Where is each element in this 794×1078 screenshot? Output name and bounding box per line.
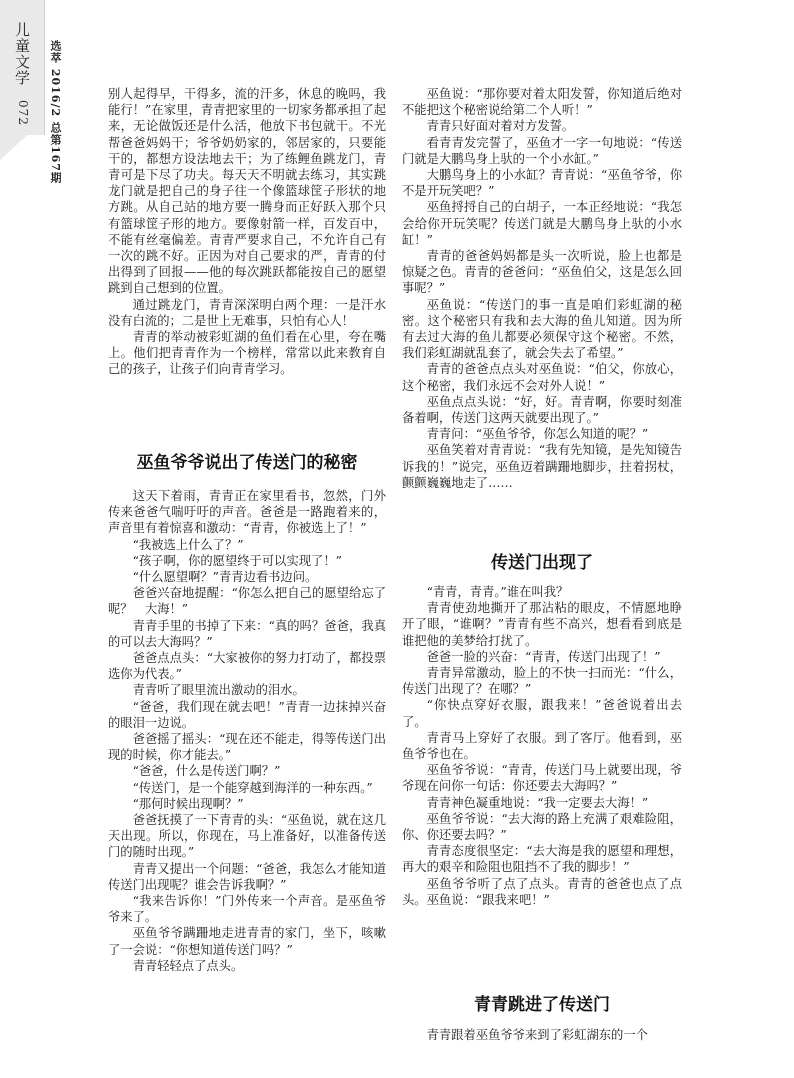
section-heading-portal-appears: 传送门出现了 (491, 553, 593, 573)
paragraph: 青青问：“巫鱼爷爷，你怎么知道的呢？” (426, 427, 649, 442)
paragraph: 青青跟着巫鱼爷爷来到了彩虹湖东的一个 (426, 1028, 648, 1042)
paragraph: 爸爸点点头：“大家被你的努力打动了，都投票选你为代表。” (108, 651, 386, 682)
right-text-top (402, 86, 682, 491)
paragraph: 巫鱼说：“那你要对着太阳发誓，你知道后绝对不能把这个秘密说给第二个人听！” (402, 87, 682, 118)
section-heading-jump-portal: 青青跳进了传送门 (474, 995, 610, 1015)
paragraph: “什么愿望啊？”青青边看书边问。 (132, 570, 318, 585)
paragraph: 巫鱼爷爷蹒跚地走进青青的家门，坐下，咳嗽了一会说：“你想知道传送门吗？” (108, 926, 386, 957)
paragraph: 青青又提出一个问题：“爸爸，我怎么才能知道传送门出现呢？谁会告诉我啊？” (108, 861, 386, 892)
paragraph: 通过跳龙门，青青深深明白两个理：一是汗水没有白流的；二是世上无难事，只怕有心人！ (108, 297, 386, 328)
paragraph: 这天下着雨，青青正在家里看书，忽然，门外传来爸爸气喘吁吁的声音。爸爸是一路跑着来的，声音里有着惊喜和激动：“青青，你被选上了！” (108, 489, 386, 536)
paragraph: 青青手里的书掉了下来：“真的吗？爸爸，我真的可以去大海吗？” (108, 618, 386, 649)
paragraph: 爸爸兴奋地提醒：“你怎么把自己的愿望给忘了呢？ 大海！” (108, 586, 386, 617)
paragraph: 巫鱼点点头说：“好，好。青青啊，你要时刻准备着啊，传送门这两天就要出现了。” (402, 394, 682, 426)
paragraph: 巫鱼捋捋自己的白胡子，一本正经地说：“我怎会给你开玩笑呢？传送门就是大鹏鸟身上驮的小水缸！” (402, 200, 682, 247)
right-text-bottom (402, 1027, 682, 1043)
paragraph: 爸爸抚摸了一下青青的头：“巫鱼说，就在这几天出现。所以，你现在，马上准备好，以准备传送门的随时出现。” (108, 813, 386, 860)
sidebar-tab-corner (0, 120, 44, 160)
paragraph: “爸爸，什么是传送门啊？” (132, 764, 281, 779)
paragraph: 巫鱼笑着对青青说：“我有先知镜，是先知镜告诉我的！”说完，巫鱼迈着蹒跚地脚步，拄着拐杖，颤颤巍巍地走了…… (402, 443, 682, 490)
paragraph: 爸爸一脸的兴奋：“青青，传送门出现了！” (426, 649, 661, 664)
paragraph: 青青轻轻点了点头。 (132, 958, 244, 973)
paragraph: “你快点穿好衣服，跟我来！”爸爸说着出去了。 (402, 698, 682, 729)
paragraph: 巫鱼爷爷说：“去大海的路上充满了艰难险阻，你、你还要去吗？” (402, 811, 682, 843)
paragraph: 青青神色凝重地说：“我一定要去大海！” (426, 795, 649, 810)
paragraph: “爸爸，我们现在就去吧！”青青一边抹掉兴奋的眼泪一边说。 (108, 699, 386, 730)
paragraph: 巫鱼爷爷说：“青青，传送门马上就要出现，爷爷现在问你一句话：你还要去大海吗？” (402, 763, 682, 794)
paragraph: 爸爸摇了摇头：“现在还不能走，得等传送门出现的时候，你才能去。” (108, 732, 386, 763)
page-number: 072 (16, 100, 30, 126)
paragraph: 青青听了眼里流出激动的泪水。 (132, 683, 305, 698)
left-text-bottom (108, 488, 386, 974)
magazine-name: 儿童文学 (13, 22, 31, 86)
paragraph: 青青的爸爸点点头对巫鱼说：“伯父，你放心，这个秘密，我们永远不会对外人说！” (402, 362, 682, 393)
issue-info: 选萃 2016/2 总第167期 (49, 40, 62, 184)
paragraph: “那何时候出现啊？” (132, 796, 244, 811)
section-heading-secret: 巫鱼爷爷说出了传送门的秘密 (136, 453, 358, 473)
paragraph: “传送门，是一个能穿越到海洋的一种东西。” (132, 780, 373, 795)
paragraph: 青青态度很坚定：“去大海是我的愿望和理想，再大的艰辛和险阻也阻挡不了我的脚步！” (402, 844, 682, 875)
paragraph: “我来告诉你！”门外传来一个声音。是巫鱼爷爷来了。 (108, 894, 386, 925)
paragraph: 别人起得早，干得多，流的汗多，休息的晚吗，我能行！”在家里，青青把家里的一切家务都承担了起来，无论做饭还是什么活，他放下书包就干。不光帮爸爸妈妈干；爷爷奶奶家的，邻居家的，只要能干的，都想方设法地去干；为了练鲤鱼跳龙门，青青可是下尽了功夫。每天天不明就去练习，其实跳龙门就是把自己的身子往一个像篮球筐子形状的地方跳。从自己站的地方要一腾身而正好跃入那个只有篮球筐子形的地方。要像射箭一样，百发百中，不能有丝毫偏差。青青严要求自己，不允许自己有一次的跳不好。正因为对自己要求的严，青青的付出得到了回报——他的每次跳跃都能按自己的愿望跳到自己想到的位置。 (108, 87, 386, 296)
paragraph: “我被选上什么了？” (132, 537, 244, 552)
paragraph: 青青的爸爸妈妈都是头一次听说，脸上也都是惊疑之色。青青的爸爸问：“巫鱼伯父，这是怎么回事呢？” (402, 249, 682, 296)
right-text-middle (402, 584, 682, 908)
paragraph: “青青，青青。”谁在叫我？ (426, 585, 569, 599)
paragraph: 青青只好面对着对方发誓。 (426, 119, 575, 134)
paragraph: 巫鱼说：“传送门的事一直是咱们彩虹湖的秘密。这个秘密只有我和去大海的鱼儿知道。因为所有去过大海的鱼儿都要必须保守这个秘密。不然，我们彩虹湖就乱套了，就会失去了希望。” (402, 297, 682, 361)
paragraph: “孩子啊，你的愿望终于可以实现了！” (132, 553, 342, 568)
left-text-top (108, 86, 386, 378)
paragraph: 看青青发完誓了，巫鱼才一字一句地说：“传送门就是大鹏鸟身上驮的一个小水缸。” (402, 135, 682, 166)
paragraph: 青青的举动被彩虹湖的鱼们看在心里，夸在嘴上。他们把青青作为一个榜样，常常以此来教育自己的孩子，让孩子们向青青学习。 (108, 330, 386, 377)
paragraph: 青青使劲地撕开了那沾粘的眼皮，不情愿地睁开了眼，“谁啊？”青青有些不高兴，想看看到底是谁把他的美梦给打扰了。 (402, 601, 682, 648)
paragraph: 巫鱼爷爷听了点了点头。青青的爸爸也点了点头。巫鱼说：“跟我来吧！” (402, 876, 682, 907)
paragraph: 青青异常激动，脸上的不快一扫而光：“什么，传送门出现了？在哪？” (402, 666, 682, 697)
paragraph: 大鹏鸟身上的小水缸？青青说：“巫鱼爷爷，你不是开玩笑吧？” (402, 168, 682, 199)
paragraph: 青青马上穿好了衣服。到了客厅。他看到，巫鱼爷爷也在。 (402, 730, 682, 762)
